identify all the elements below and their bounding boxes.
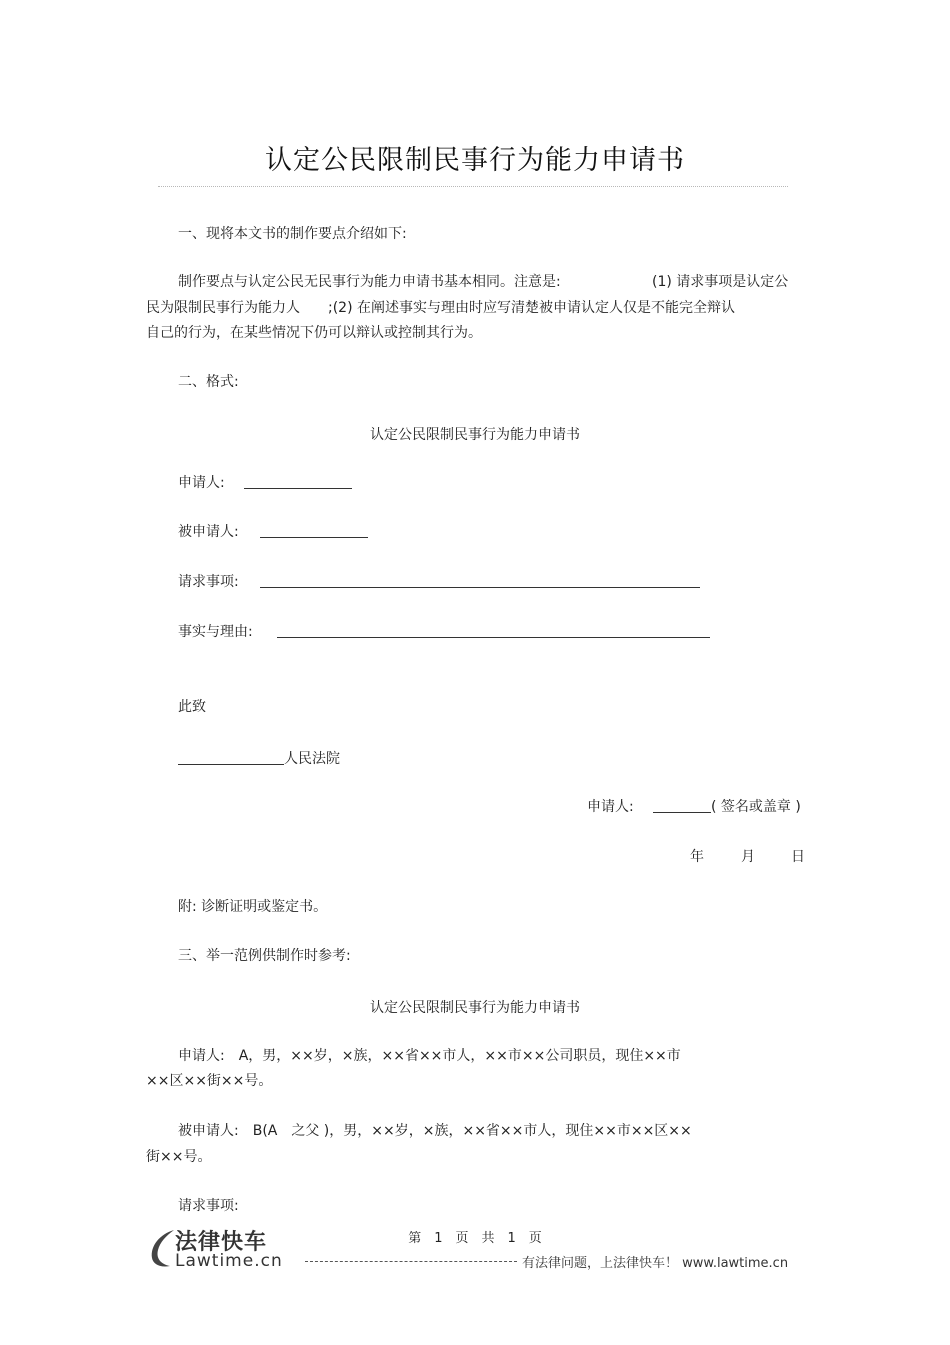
section2-heading: 二、格式: (178, 374, 239, 390)
example-applicant-line2: ××区××街××号。 (146, 1073, 273, 1089)
sign-label: 申请人: (587, 799, 634, 815)
footer-slogan: 有法律问题，上法律快车！ www.lawtime.cn (522, 1256, 789, 1271)
applicant-blank (244, 474, 352, 492)
date-year: 年 (690, 849, 704, 865)
section1-para-line1: 制作要点与认定公民无民事行为能力申请书基本相同。注意是: (178, 274, 561, 290)
example-respondent-line2: 街××号。 (146, 1149, 212, 1165)
section1-para-line1-right: (1) 请求事项是认定公 (652, 274, 789, 290)
facts-blank (277, 623, 710, 641)
section1-para-line2a: 民为限制民事行为能力人 (146, 300, 300, 316)
attachment-note: 附: 诊断证明或鉴定书。 (178, 899, 328, 915)
claims-blank (260, 573, 700, 591)
applicant-label: 申请人: (178, 475, 225, 491)
sign-line (653, 798, 801, 816)
section1-heading: 一、现将本文书的制作要点介绍如下: (178, 226, 407, 242)
sign-note: ( 签名或盖章 ) (711, 799, 801, 815)
title-divider (158, 186, 788, 187)
section1-para-line3: 自己的行为，在某些情况下仍可以辩认或控制其行为。 (146, 325, 482, 341)
date-month: 月 (741, 849, 755, 865)
section1-para-line2b: ;(2) 在阐述事实与理由时应写清楚被申请认定人仅是不能完全辩认 (328, 300, 735, 316)
footer-dash-divider (305, 1261, 517, 1262)
sign-blank (653, 798, 711, 813)
document-title: 认定公民限制民事行为能力申请书 (265, 145, 685, 176)
claims-label: 请求事项: (178, 574, 239, 590)
court-suffix: 人民法院 (284, 751, 340, 767)
date-day: 日 (791, 849, 805, 865)
court-blank (178, 750, 284, 765)
facts-label: 事实与理由: (178, 624, 253, 640)
example-respondent-line1: 被申请人: B(A 之父 )，男，××岁，×族，××省××市人，现住××市××区×× (178, 1123, 692, 1139)
section3-form-title: 认定公民限制民事行为能力申请书 (370, 1000, 580, 1016)
page-number: 第 1 页 共 1 页 (408, 1231, 542, 1246)
respondent-label: 被申请人: (178, 524, 239, 540)
footer-logo-cn: 法律快车 (175, 1230, 268, 1255)
footer-logo-en: Lawtime.cn (175, 1251, 283, 1271)
court-line (178, 750, 340, 768)
section2-form-title: 认定公民限制民事行为能力申请书 (370, 427, 580, 443)
salutation: 此致 (178, 699, 206, 715)
logo-swoosh-icon (148, 1228, 178, 1270)
example-claims-label: 请求事项: (178, 1198, 239, 1214)
respondent-blank (260, 523, 368, 541)
example-applicant-line1: 申请人: A，男，××岁，×族，××省××市人，××市××公司职员，现住××市 (178, 1048, 681, 1064)
section3-heading: 三、举一范例供制作时参考: (178, 948, 351, 964)
